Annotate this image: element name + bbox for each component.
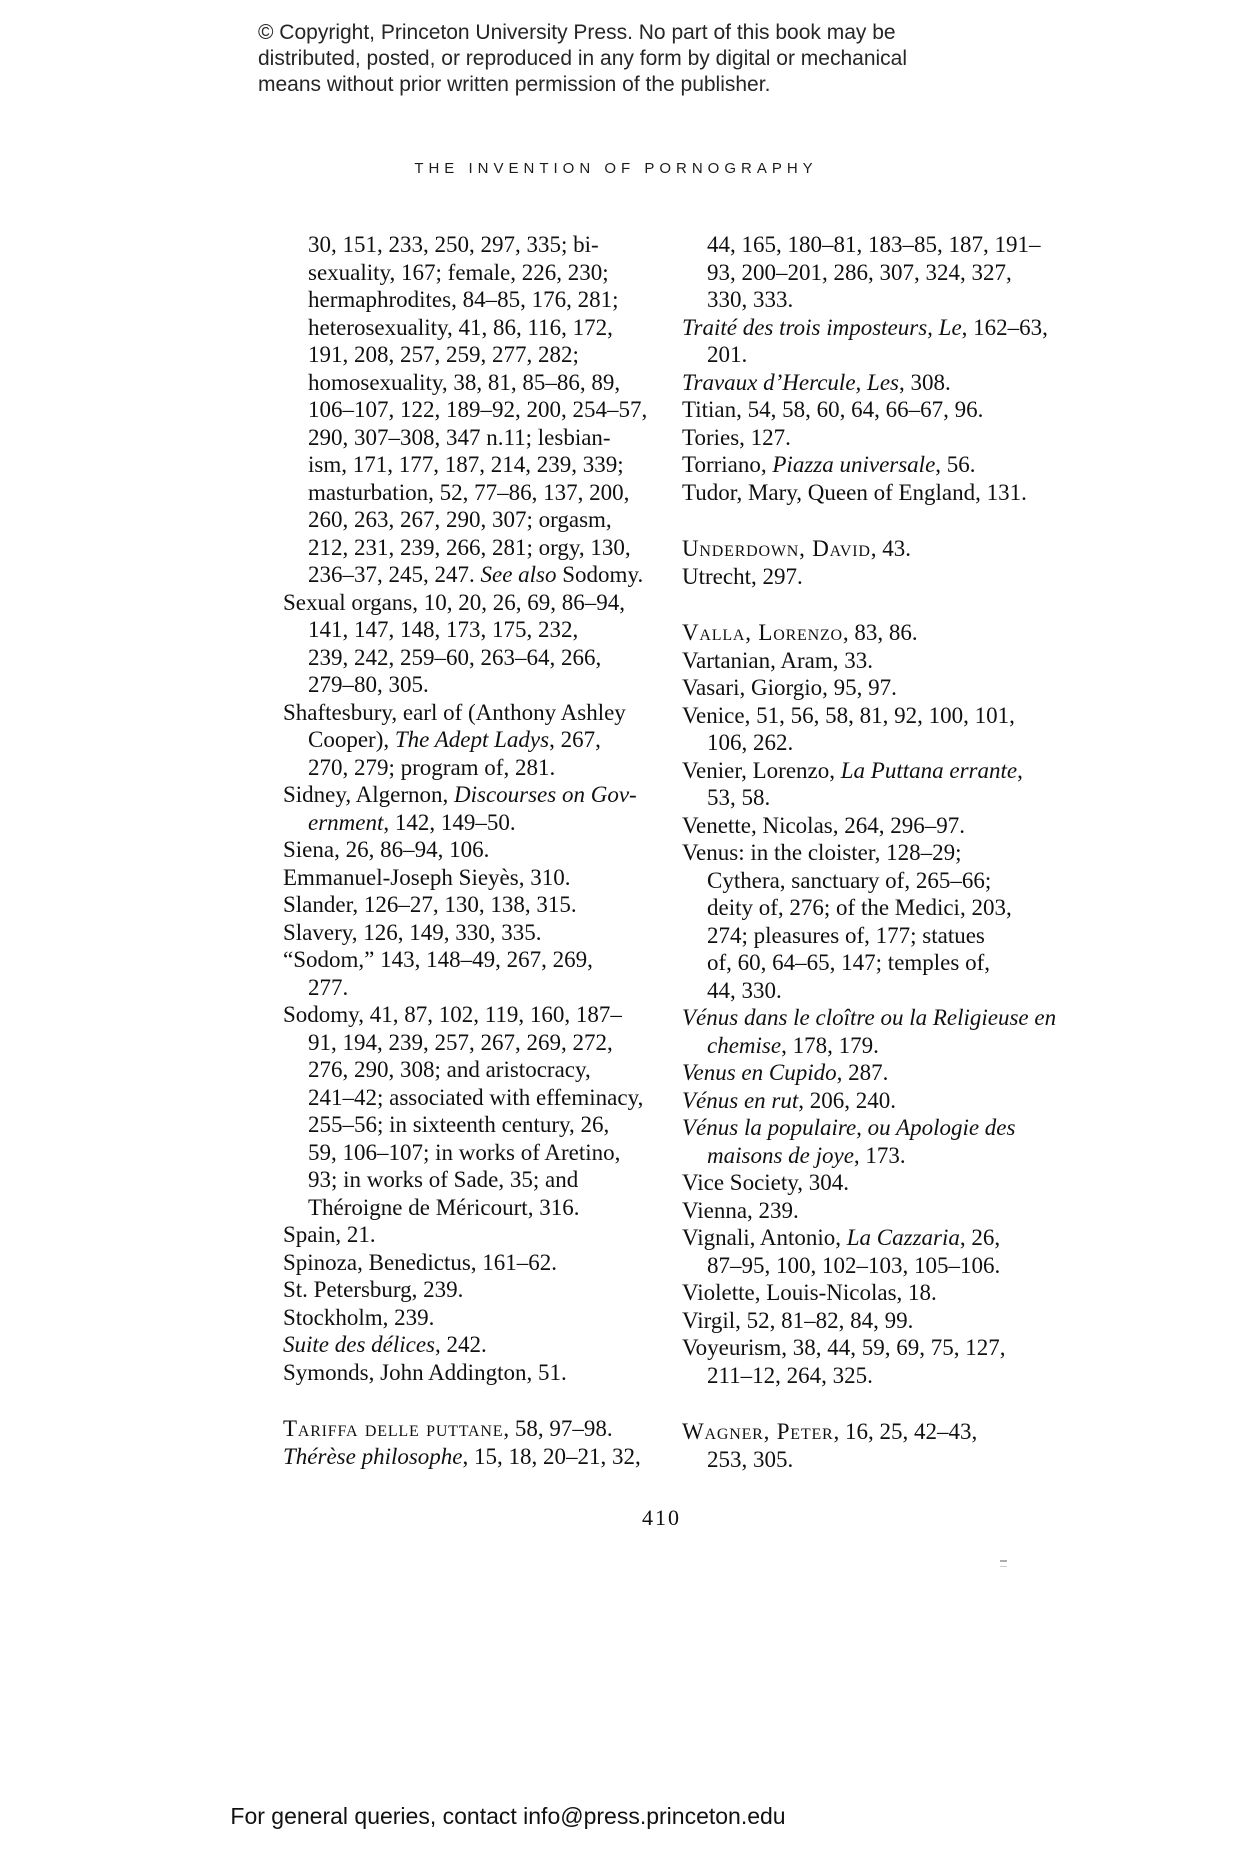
index-text-segment: 53, 58. <box>707 785 771 810</box>
index-text-segment: Tories, 127. <box>682 424 791 450</box>
index-line <box>707 949 1056 977</box>
index-line <box>283 1001 647 1029</box>
index-line <box>283 1221 647 1249</box>
index-line <box>707 894 1056 922</box>
index-line <box>308 479 647 507</box>
index-text-segment: Discourses on Gov- <box>454 782 637 807</box>
index-text-segment: 290, 307–308, 347 n.11; lesbian- <box>308 424 611 450</box>
index-text-segment: Slander, 126–27, 130, 138, 315. <box>283 892 577 917</box>
index-line <box>707 1252 1056 1280</box>
index-text-segment: ism, 171, 177, 187, 214, 239, 339; <box>308 452 624 477</box>
index-text-segment: 255–56; in sixteenth century, 26, <box>308 1112 610 1137</box>
index-text-segment: , 162–63, <box>961 314 1048 340</box>
index-text-segment: , 206, 240. <box>798 1087 897 1113</box>
index-text-segment: See also <box>480 562 557 587</box>
index-line <box>283 699 647 727</box>
index-text-segment: , 173. <box>853 1142 906 1168</box>
copyright-line: © Copyright, Princeton University Press. No part of this book may be <box>258 21 896 44</box>
index-line <box>308 1194 647 1222</box>
index-text-segment: Vartanian, Aram, 33. <box>682 647 873 673</box>
index-text-segment: 270, 279; program of, 281. <box>308 754 556 780</box>
index-text-segment: , 308. <box>898 369 951 395</box>
index-line <box>707 1362 1056 1390</box>
index-line <box>707 341 1056 369</box>
index-text-segment: 236–37, 245, 247. <box>308 562 481 587</box>
index-text-segment: Suite des délices <box>283 1332 436 1357</box>
index-text-segment: Spain, 21. <box>283 1222 376 1247</box>
scan-artifact-mark <box>1000 1560 1007 1567</box>
index-text-segment: La Cazzaria <box>846 1225 960 1250</box>
index-text-segment: heterosexuality, 41, 86, 116, 172, <box>308 314 613 340</box>
index-text-segment: 260, 263, 267, 290, 307; orgasm, <box>308 507 612 532</box>
index-line <box>707 922 1056 950</box>
index-text-segment: Symonds, John Addington, 51. <box>283 1359 567 1385</box>
index-line <box>682 1059 1056 1087</box>
index-line <box>707 784 1056 812</box>
index-column-right <box>682 231 1056 1473</box>
index-line <box>707 1032 1056 1060</box>
index-column-left <box>283 231 647 1470</box>
index-line <box>682 1169 1056 1197</box>
index-line <box>707 231 1056 259</box>
index-text-segment: Sodomy. <box>556 562 644 587</box>
index-text-segment: of, 60, 64–65, 147; temples of, <box>707 950 990 975</box>
index-text-segment: Traité des trois imposteurs, Le <box>682 314 962 340</box>
index-line <box>682 369 1056 397</box>
index-line <box>308 1166 647 1194</box>
index-text-segment: La Puttana errante <box>840 757 1018 783</box>
index-line <box>283 1443 647 1471</box>
index-text-segment: 279–80, 305. <box>308 672 429 697</box>
index-line <box>283 1331 647 1359</box>
index-line <box>682 396 1056 424</box>
index-text-segment: 141, 147, 148, 173, 175, 232, <box>308 617 579 642</box>
page-number: 410 <box>642 1505 681 1530</box>
index-text-segment: Wagner, Peter <box>682 1419 834 1444</box>
index-line <box>682 839 1056 867</box>
index-line <box>283 1276 647 1304</box>
index-line <box>283 589 647 617</box>
index-line <box>707 867 1056 895</box>
index-line <box>283 919 647 947</box>
copyright-line: distributed, posted, or reproduced in any form by digital or mechanical <box>258 47 908 70</box>
index-text-segment: Violette, Louis-Nicolas, 18. <box>682 1280 937 1305</box>
index-line <box>707 259 1056 287</box>
index-line <box>308 974 647 1002</box>
index-line <box>682 647 1056 675</box>
index-text-segment: Virgil, 52, 81–82, 84, 99. <box>682 1307 914 1333</box>
index-text-segment: Vignali, Antonio, <box>682 1225 847 1250</box>
index-line <box>707 286 1056 314</box>
index-line <box>308 616 647 644</box>
index-text-segment: Shaftesbury, earl of (Anthony Ashley <box>283 699 626 725</box>
index-line <box>682 1307 1056 1335</box>
index-line <box>308 726 647 754</box>
index-line <box>308 1084 647 1112</box>
index-text-segment: Titian, 54, 58, 60, 64, 66–67, 96. <box>682 397 984 422</box>
index-text-segment: Spinoza, Benedictus, 161–62. <box>283 1249 558 1275</box>
index-text-segment: Stockholm, 239. <box>283 1304 435 1330</box>
index-line <box>283 1359 647 1387</box>
index-text-segment: Underdown, David <box>682 536 871 561</box>
index-text-segment: Thérèse philosophe <box>283 1443 463 1469</box>
copyright-line: means without prior written permission of the publisher. <box>258 73 771 96</box>
index-text-segment: Cooper), <box>308 727 395 752</box>
index-text-segment: Cythera, sanctuary of, 265–66; <box>707 867 992 893</box>
index-text-segment: Venus en Cupido <box>682 1060 837 1085</box>
index-line <box>682 1334 1056 1362</box>
index-text-segment: Sexual organs, 10, 20, 26, 69, 86–94, <box>283 589 626 615</box>
index-text-segment: , 56. <box>935 452 976 477</box>
index-line <box>308 561 647 589</box>
index-text-segment: 330, 333. <box>707 287 794 312</box>
index-line <box>682 1279 1056 1307</box>
index-line <box>308 286 647 314</box>
index-text-segment: 30, 151, 233, 250, 297, 335; bi- <box>308 232 599 257</box>
index-text-segment: 276, 290, 308; and aristocracy, <box>308 1057 591 1082</box>
running-header: THE INVENTION OF PORNOGRAPHY <box>414 160 818 177</box>
index-line <box>308 259 647 287</box>
index-line <box>308 231 647 259</box>
index-text-segment: Tudor, Mary, Queen of England, 131. <box>682 479 1027 505</box>
index-line <box>308 671 647 699</box>
index-text-segment: , 142, 149–50. <box>383 809 516 835</box>
index-line <box>308 754 647 782</box>
index-line <box>308 1111 647 1139</box>
index-text-segment: , 267, <box>549 727 601 752</box>
index-line <box>682 451 1056 479</box>
index-text-segment: 201. <box>707 342 748 367</box>
index-text-segment: 253, 305. <box>707 1446 794 1472</box>
index-text-segment: 239, 242, 259–60, 263–64, 266, <box>308 644 602 670</box>
index-line <box>283 781 647 809</box>
index-line <box>682 1004 1056 1032</box>
index-text-segment: homosexuality, 38, 81, 85–86, 89, <box>308 369 621 395</box>
index-text-segment: 44, 165, 180–81, 183–85, 187, 191– <box>707 232 1041 257</box>
index-text-segment: 59, 106–107; in works of Aretino, <box>308 1139 621 1165</box>
index-text-segment: 274; pleasures of, 177; statues <box>707 922 985 948</box>
index-line <box>707 729 1056 757</box>
index-text-segment: Venice, 51, 56, 58, 81, 92, 100, 101, <box>682 702 1015 728</box>
index-line <box>283 891 647 919</box>
index-line <box>682 812 1056 840</box>
index-text-segment: Théroigne de Méricourt, 316. <box>308 1194 580 1220</box>
index-line <box>682 757 1056 785</box>
index-line <box>308 644 647 672</box>
index-text-segment: St. Petersburg, 239. <box>283 1277 464 1302</box>
index-text-segment: Utrecht, 297. <box>682 563 803 589</box>
index-text-segment: The Adept Ladys <box>394 727 550 752</box>
index-text-segment: Vienna, 239. <box>682 1197 799 1223</box>
index-line <box>308 369 647 397</box>
index-text-segment: Venier, Lorenzo, <box>682 757 841 783</box>
index-text-segment: , 83, 86. <box>842 620 918 645</box>
index-text-segment: “Sodom,” 143, 148–49, 267, 269, <box>283 947 593 972</box>
index-text-segment: 191, 208, 257, 259, 277, 282; <box>308 342 579 367</box>
index-line <box>682 1418 1056 1446</box>
index-text-segment: 91, 194, 239, 257, 267, 269, 272, <box>308 1029 613 1055</box>
index-text-segment: masturbation, 52, 77–86, 137, 200, <box>308 479 630 505</box>
index-line <box>308 451 647 479</box>
copyright-notice <box>258 20 907 98</box>
index-line <box>308 1029 647 1057</box>
index-line <box>283 1249 647 1277</box>
index-text-segment: , 26, <box>959 1225 1001 1250</box>
index-text-segment: deity of, 276; of the Medici, 203, <box>707 895 1012 920</box>
index-line <box>283 1304 647 1332</box>
index-line <box>682 479 1056 507</box>
index-text-segment: , <box>1017 757 1023 783</box>
index-text-segment: Venus: in the cloister, 128–29; <box>682 840 962 865</box>
index-line <box>682 702 1056 730</box>
index-line <box>707 977 1056 1005</box>
index-text-segment: Torriano, <box>682 452 773 477</box>
index-line <box>682 1224 1056 1252</box>
index-text-segment: Piazza universale <box>772 452 936 477</box>
index-line <box>283 1415 647 1443</box>
index-line <box>682 1114 1056 1142</box>
index-text-segment: Venette, Nicolas, 264, 296–97. <box>682 812 965 838</box>
index-line <box>308 534 647 562</box>
index-text-segment: Siena, 26, 86–94, 106. <box>283 837 490 862</box>
index-text-segment: Valla, Lorenzo <box>682 620 843 645</box>
index-line <box>682 1087 1056 1115</box>
index-text-segment: , 178, 179. <box>781 1032 879 1058</box>
index-line <box>308 314 647 342</box>
index-line <box>308 506 647 534</box>
index-text-segment: hermaphrodites, 84–85, 176, 281; <box>308 287 619 312</box>
index-text-segment: Sidney, Algernon, <box>283 782 454 807</box>
index-text-segment: Voyeurism, 38, 44, 59, 69, 75, 127, <box>682 1335 1006 1360</box>
index-text-segment: maisons de joye <box>707 1142 854 1168</box>
index-line <box>682 535 1056 563</box>
index-text-segment: , 287. <box>836 1060 889 1085</box>
index-text-segment: , 43. <box>870 536 912 561</box>
index-text-segment: , 242. <box>435 1332 487 1357</box>
index-line <box>308 1056 647 1084</box>
index-line <box>682 674 1056 702</box>
index-text-segment: Vénus en rut <box>682 1087 799 1113</box>
index-line <box>308 809 647 837</box>
index-line <box>283 836 647 864</box>
index-text-segment: 211–12, 264, 325. <box>707 1362 873 1388</box>
index-line <box>308 341 647 369</box>
index-line <box>682 619 1056 647</box>
index-text-segment: Vénus dans le cloître ou la Religieuse en <box>682 1005 1057 1030</box>
index-line <box>308 1139 647 1167</box>
index-text-segment: , 16, 25, 42–43, <box>833 1419 978 1444</box>
index-text-segment: , 58, 97–98. <box>503 1416 613 1441</box>
index-line <box>682 314 1056 342</box>
index-text-segment: Emmanuel-Joseph Sieyès, 310. <box>283 864 571 890</box>
index-text-segment: Travaux d’Hercule, Les <box>682 369 899 395</box>
index-text-segment: Vasari, Giorgio, 95, 97. <box>682 675 897 700</box>
index-text-segment: sexuality, 167; female, 226, 230; <box>308 259 609 285</box>
index-text-segment: 44, 330. <box>707 977 782 1003</box>
footer-contact: For general queries, contact info@press.princeton.edu <box>230 1803 786 1829</box>
index-line <box>308 396 647 424</box>
index-text-segment: Vice Society, 304. <box>682 1170 850 1195</box>
index-text-segment: 87–95, 100, 102–103, 105–106. <box>707 1252 1001 1278</box>
index-line <box>707 1446 1056 1474</box>
index-text-segment: 106, 262. <box>707 730 794 755</box>
index-line <box>707 1142 1056 1170</box>
index-text-segment: 93; in works of Sade, 35; and <box>308 1167 579 1192</box>
index-line <box>682 424 1056 452</box>
index-text-segment: Tariffa delle puttane <box>283 1416 504 1441</box>
index-text-segment: Sodomy, 41, 87, 102, 119, 160, 187– <box>283 1002 622 1027</box>
index-text-segment: chemise <box>707 1032 782 1058</box>
index-line <box>308 424 647 452</box>
index-line <box>283 946 647 974</box>
index-text-segment: 277. <box>308 974 349 1000</box>
index-text-segment: 241–42; associated with effeminacy, <box>308 1084 644 1110</box>
index-line <box>283 864 647 892</box>
index-text-segment: 212, 231, 239, 266, 281; orgy, 130, <box>308 534 631 560</box>
index-text-segment: 106–107, 122, 189–92, 200, 254–57, <box>308 397 648 422</box>
index-text-segment: Vénus la populaire, ou Apologie des <box>682 1115 1016 1140</box>
index-text-segment: , 15, 18, 20–21, 32, <box>462 1443 641 1469</box>
index-text-segment: 93, 200–201, 286, 307, 324, 327, <box>707 259 1012 285</box>
index-line <box>682 563 1056 591</box>
index-text-segment: Slavery, 126, 149, 330, 335. <box>283 919 542 945</box>
index-text-segment: ernment <box>308 809 384 835</box>
index-line <box>682 1197 1056 1225</box>
